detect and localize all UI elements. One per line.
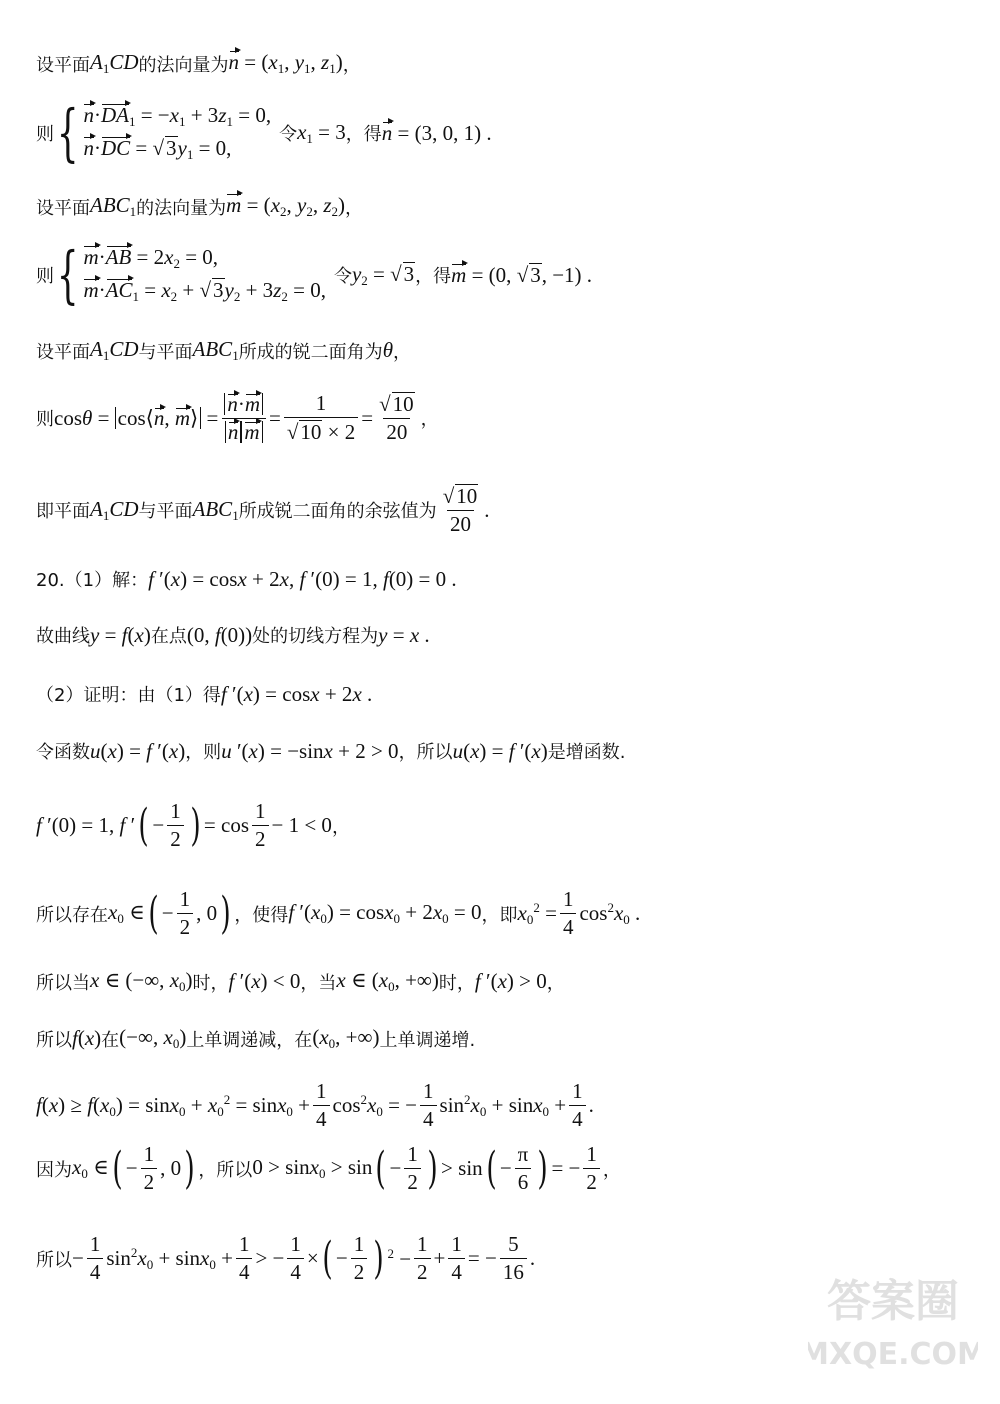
line-f-min: $f(x) \ge f(x_0) = \sin x_0 + x_0^2 = \sin x_0$ + $\frac{1}{4}$ $\cos^2x_0$ = − $\frac{1}{4}$ $\sin^2x_0 + \sin x_0$ + $\frac{1}{4}$ .	[36, 1079, 594, 1132]
line-sin-bounds: 因为 $x_0$ ∈ ( − $\frac{1}{2}$ , 0 ) ，所以 0 > sinx$_0$ > sin ( − $\frac{1}{2}$ ) > sin ( − $\frac{\pi}{6}$ ) = − $\frac{1}{2}$ ，	[36, 1142, 621, 1195]
line-u-function: 令函数 u(x) = f ′(x) ，则 u ′(x) = −sinx + 2 > 0 ，所以 u(x) = f ′(x) 是增函数.	[36, 738, 626, 763]
line-cosine-result: 即平面 $A_1CD$ 与平面 $ABC_1$ 所成锐二面角的余弦值为 $\frac{√10}{20}$ .	[36, 484, 490, 537]
line-system-n: 则 { $n\cdot DA_1 = -x_1 + 3z_1 = 0$, $n\cdot DC = √3y_1 = 0$, 令 $x_1 = 3$ ，得 n = (3, 0, 1) .	[36, 96, 492, 169]
line-fprime-values: f ′(0) = 1, f ′ ( − $\frac{1}{2}$ ) = cos $\frac{1}{2}$ − 1 < 0 ，	[36, 799, 350, 852]
watermark-text-top: 答案圈	[827, 1276, 959, 1327]
watermark-logo-icon	[808, 1256, 978, 1376]
watermark-logo	[808, 1256, 978, 1376]
line-tangent: 故曲线 y = f(x) 在点 (0, f(0)) 处的切线方程为 y = x .	[36, 622, 430, 647]
line-final-inequality: 所以 − $\frac{1}{4}$ $\sin^2x_0 + \sin x_0$ + $\frac{1}{4}$ > − $\frac{1}{4}$ × ( − $\frac{1}{2}$ ) $^2$ − $\frac{1}{2}$ + $\frac{1}{4}$ = − $\frac{5}{16}$ .	[36, 1232, 536, 1285]
watermark-text-bottom: MXQE.COM	[808, 1337, 978, 1372]
line-dihedral-angle: 设平面 $A_1CD$ 与平面 $ABC_1$ 所成的锐二面角为 θ ，	[36, 337, 412, 363]
line-cos-theta: 则 cosθ = cos⟨n, m⟩ = $\frac{n\cdot m}{\text{n m}}$ = $\frac{1}{√10 \times 2}$ = $\frac{√10}{20}$ ，	[36, 391, 439, 445]
line-sign-intervals: 所以当 x ∈ (−∞, $x_0$) 时， f ′(x) < 0 ，当 x ∈ ($x_0$, +∞) 时， f ′(x) > 0 ，	[36, 968, 565, 994]
line-exists-x0: 所以存在 $x_0$ ∈ ( − $\frac{1}{2}$ , 0 ) ，使得 f $'(x_0) = \cos x_0 + 2x_0 = 0$ ，即 $x_0^2$ = $\frac{1}{4}$ $\cos^2x_0$ .	[36, 887, 641, 940]
line-system-m: 则 { $m\cdot AB = 2x_2 = 0$, $m\cdot AC_1 = x_2 + √3y_2 + 3z_2 = 0$, 令 $y_2 = √3$ ，得 m = (0, √3, −1) .	[36, 238, 593, 311]
line-normal-vector-n: 设平面 $A_1CD$ 的法向量为 $n = (x_1$, $y_1$, $z_1$) ，	[36, 50, 361, 76]
line-part2-start: （2）证明：由（1）得 f ′(x) = cosx + 2x .	[36, 681, 373, 706]
line-monotonic: 所以 f(x) 在 (−∞, $x_0$) 上单调递减，在 ($x_0$, +∞) 上单调递增.	[36, 1025, 476, 1051]
line-normal-vector-m: 设平面 $ABC_1$ 的法向量为 $m = (x_2$, $y_2$, $z_2$) ，	[36, 193, 364, 219]
line-problem-20-part1: 20.（1）解： f ′(x) = cosx + 2x, f ′(0) = 1, f(0) = 0 .	[36, 566, 457, 591]
